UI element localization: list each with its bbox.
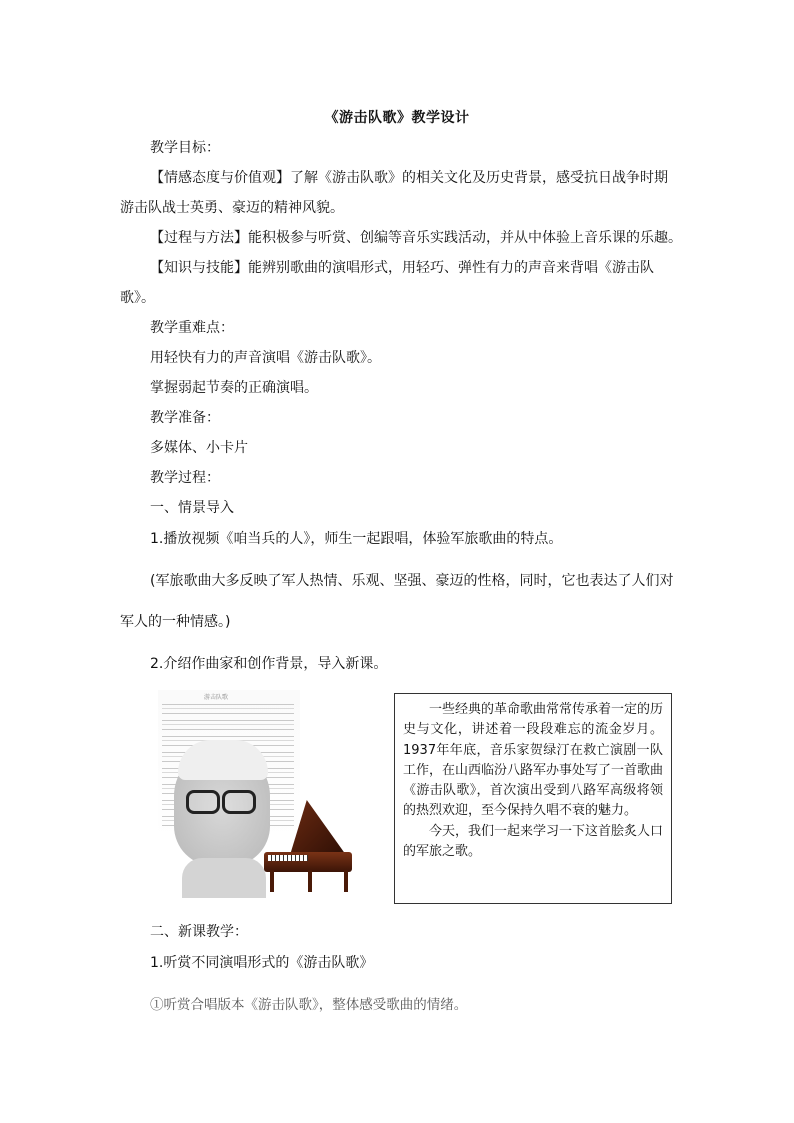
objective-process: 【过程与方法】能积极参与听赏、创编等音乐实践活动，并从中体验上音乐课的乐趣。 — [150, 230, 682, 246]
objective-emotion-line-2: 游击队战士英勇、豪迈的精神风貌。 — [120, 200, 344, 216]
procedure-heading: 教学过程： — [150, 470, 220, 486]
textbox-paragraph-1: 一些经典的革命歌曲常常传承着一定的历史与文化，讲述着一段段难忘的流金岁月。1937年年底，音乐家贺绿汀在救亡演剧一队工作，在山西临汾八路军办事处写了一首歌曲《游击队歌》，首次演出受到八路军高级将领的热烈欢迎，至今保持久唱不衰的魅力。 — [403, 702, 664, 819]
objective-skill-line-1: 【知识与技能】能辨别歌曲的演唱形式，用轻巧、弹性有力的声音来背唱《游击队 — [150, 260, 654, 276]
procedure-step-2: 2.介绍作曲家和创作背景，导入新课。 — [150, 656, 388, 672]
objective-skill-line-2: 歌》。 — [120, 290, 155, 306]
textbox-paragraph-2: 今天，我们一起来学习一下这首脍炙人口的军旅之歌。 — [403, 823, 664, 860]
key-point-1: 用轻快有力的声音演唱《游击队歌》。 — [150, 350, 381, 366]
composer-piano-image — [152, 690, 362, 905]
background-textbox — [394, 693, 672, 904]
preparation-heading: 教学准备： — [150, 410, 220, 426]
key-points-heading: 教学重难点： — [150, 320, 234, 336]
document-title: 《游击队歌》教学设计 — [324, 110, 470, 126]
procedure-note-line-2: 军人的一种情感。) — [120, 614, 231, 630]
sheet-music-title: 游击队歌 — [204, 694, 229, 701]
objectives-heading: 教学目标： — [150, 140, 220, 156]
grand-piano-image — [260, 800, 355, 890]
key-point-2: 掌握弱起节奏的正确演唱。 — [150, 380, 318, 396]
lesson-step-1: 1.听赏不同演唱形式的《游击队歌》 — [150, 955, 374, 971]
preparation-items: 多媒体、小卡片 — [150, 440, 248, 456]
lesson-substep-1: ①听赏合唱版本《游击队歌》，整体感受歌曲的情绪。 — [150, 997, 468, 1013]
objective-emotion-line-1: 【情感态度与价值观】了解《游击队歌》的相关文化及历史背景，感受抗日战争时期 — [150, 170, 668, 186]
procedure-note-line-1: (军旅歌曲大多反映了军人热情、乐观、坚强、豪迈的性格，同时，它也表达了人们对 — [150, 573, 674, 589]
procedure-step-1: 1.播放视频《咱当兵的人》，师生一起跟唱，体验军旅歌曲的特点。 — [150, 531, 563, 547]
section-2-heading: 二、新课教学： — [150, 924, 248, 940]
section-1-heading: 一、情景导入 — [150, 500, 234, 516]
